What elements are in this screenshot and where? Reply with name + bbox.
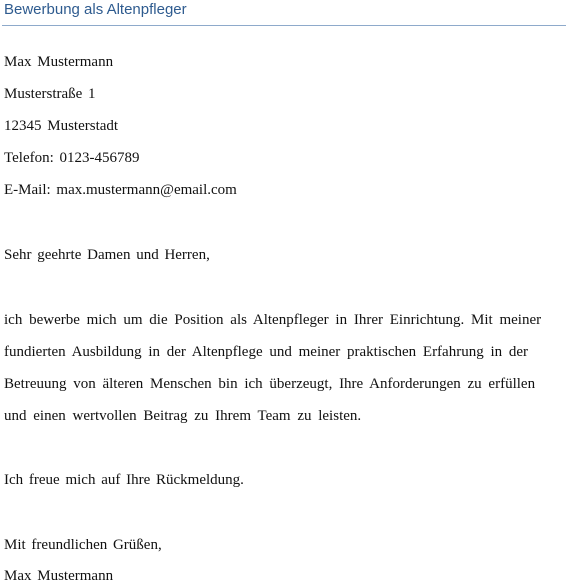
salutation: Sehr geehrte Damen und Herren,: [4, 247, 210, 263]
body-line-3: Betreuung von älteren Menschen bin ich überzeugt, Ihre Anforderungen zu erfüllen: [4, 376, 536, 392]
sender-city: 12345 Musterstadt: [4, 118, 119, 134]
signature-name: Max Mustermann: [4, 568, 114, 584]
body-line-1: ich bewerbe mich um die Position als Altenpfleger in Ihrer Einrichtung. Mit meiner: [4, 312, 542, 328]
sender-email: E-Mail: max.mustermann@email.com: [4, 182, 237, 198]
body-line-2: fundierten Ausbildung in der Altenpflege und meiner praktischen Erfahrung in der: [4, 344, 529, 360]
sender-name: Max Mustermann: [4, 54, 114, 70]
document-title: Bewerbung als Altenpfleger: [4, 1, 187, 18]
sender-phone: Telefon: 0123-456789: [4, 150, 140, 166]
sender-street: Musterstraße 1: [4, 86, 96, 102]
body-line-4: und einen wertvollen Beitrag zu Ihrem Team zu leisten.: [4, 408, 362, 424]
closing: Mit freundlichen Grüßen,: [4, 537, 162, 553]
title-divider: [2, 25, 566, 26]
closing-sentence: Ich freue mich auf Ihre Rückmeldung.: [4, 472, 244, 488]
